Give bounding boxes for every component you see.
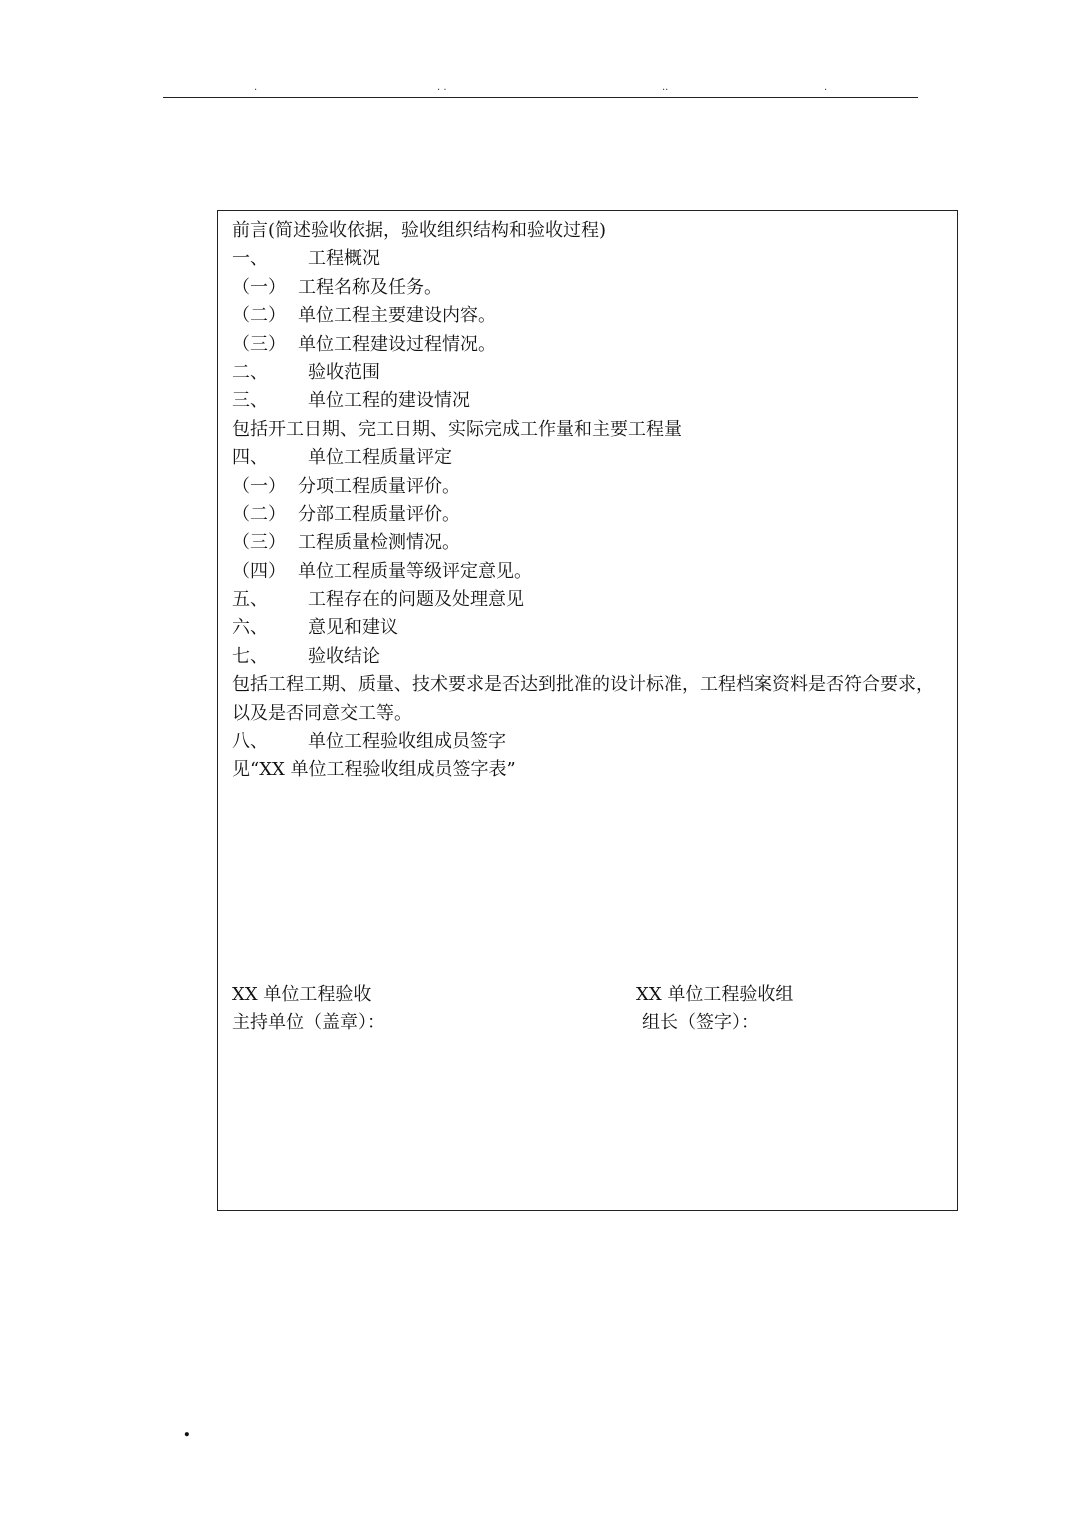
footer-dot: . — [183, 1416, 191, 1442]
section-heading — [232, 614, 944, 642]
sub-item — [232, 501, 944, 529]
form-content — [232, 217, 944, 785]
sub-item-text: 分项工程质量评价。 — [298, 475, 460, 497]
sub-item-number: （四） — [232, 560, 286, 582]
sub-item-number: （一） — [232, 276, 286, 298]
section-text: 包括工程工期、质量、技术要求是否达到批准的设计标准，工程档案资料是否符合要求，以及是否同意交工等。 — [232, 674, 934, 724]
host-unit-label: XX 单位工程验收 — [232, 984, 372, 1005]
section-number: 八、 — [232, 731, 268, 753]
section-number: 一、 — [232, 248, 268, 270]
section-title: 工程概况 — [308, 248, 380, 270]
section-number: 三、 — [232, 390, 268, 412]
sub-item-text: 单位工程质量等级评定意见。 — [298, 560, 532, 582]
sub-item-text: 分部工程质量评价。 — [298, 503, 460, 525]
section-heading — [232, 586, 944, 614]
section-title: 工程存在的问题及处理意见 — [308, 589, 524, 611]
sub-item-number: （三） — [232, 532, 286, 554]
sub-item — [232, 302, 944, 330]
section-heading — [232, 444, 944, 472]
host-unit-signature — [232, 981, 385, 1038]
section-title: 意见和建议 — [308, 617, 398, 639]
sub-item-text: 工程质量检测情况。 — [298, 532, 460, 554]
section-text: 见“XX 单位工程验收组成员签字表” — [232, 759, 516, 781]
sub-item — [232, 473, 944, 501]
header-mark: . — [824, 82, 828, 93]
section-number: 七、 — [232, 645, 268, 667]
sub-item — [232, 331, 944, 359]
section-title: 单位工程验收组成员签字 — [308, 731, 506, 753]
preface-line: 前言(简述验收依据，验收组织结构和验收过程) — [232, 220, 607, 241]
header-mark: .. — [662, 82, 669, 93]
header-rule — [163, 97, 918, 98]
section-heading — [232, 643, 944, 671]
section-heading — [232, 359, 944, 387]
header-mark: . — [254, 82, 258, 93]
section-title: 单位工程质量评定 — [308, 447, 452, 469]
acceptance-group-signature — [636, 981, 793, 1038]
sub-item-number: （二） — [232, 503, 286, 525]
sub-item-number: （一） — [232, 475, 286, 497]
sub-item-text: 单位工程建设过程情况。 — [298, 333, 496, 355]
header-mark: . . — [437, 82, 447, 93]
section-title: 单位工程的建设情况 — [308, 390, 470, 412]
section-heading — [232, 387, 944, 415]
section-heading — [232, 728, 944, 756]
host-unit-seal-label: 主持单位（盖章）： — [232, 1012, 385, 1034]
section-text: 包括开工日期、完工日期、实际完成工作量和主要工程量 — [232, 418, 682, 440]
section-title: 验收范围 — [308, 361, 380, 383]
acceptance-group-label: XX 单位工程验收组 — [636, 984, 794, 1005]
section-number: 五、 — [232, 589, 268, 611]
section-heading — [232, 245, 944, 273]
sub-item-text: 工程名称及任务。 — [298, 276, 442, 298]
sub-item — [232, 529, 944, 557]
sub-item — [232, 274, 944, 302]
sub-item-number: （三） — [232, 333, 286, 355]
sub-item-number: （二） — [232, 305, 286, 327]
sub-item-text: 单位工程主要建设内容。 — [298, 305, 496, 327]
section-number: 六、 — [232, 617, 268, 639]
sub-item — [232, 558, 944, 586]
group-leader-label: 组长（签字）： — [642, 1012, 759, 1034]
section-number: 二、 — [232, 361, 268, 383]
section-number: 四、 — [232, 447, 268, 469]
section-title: 验收结论 — [308, 645, 380, 667]
